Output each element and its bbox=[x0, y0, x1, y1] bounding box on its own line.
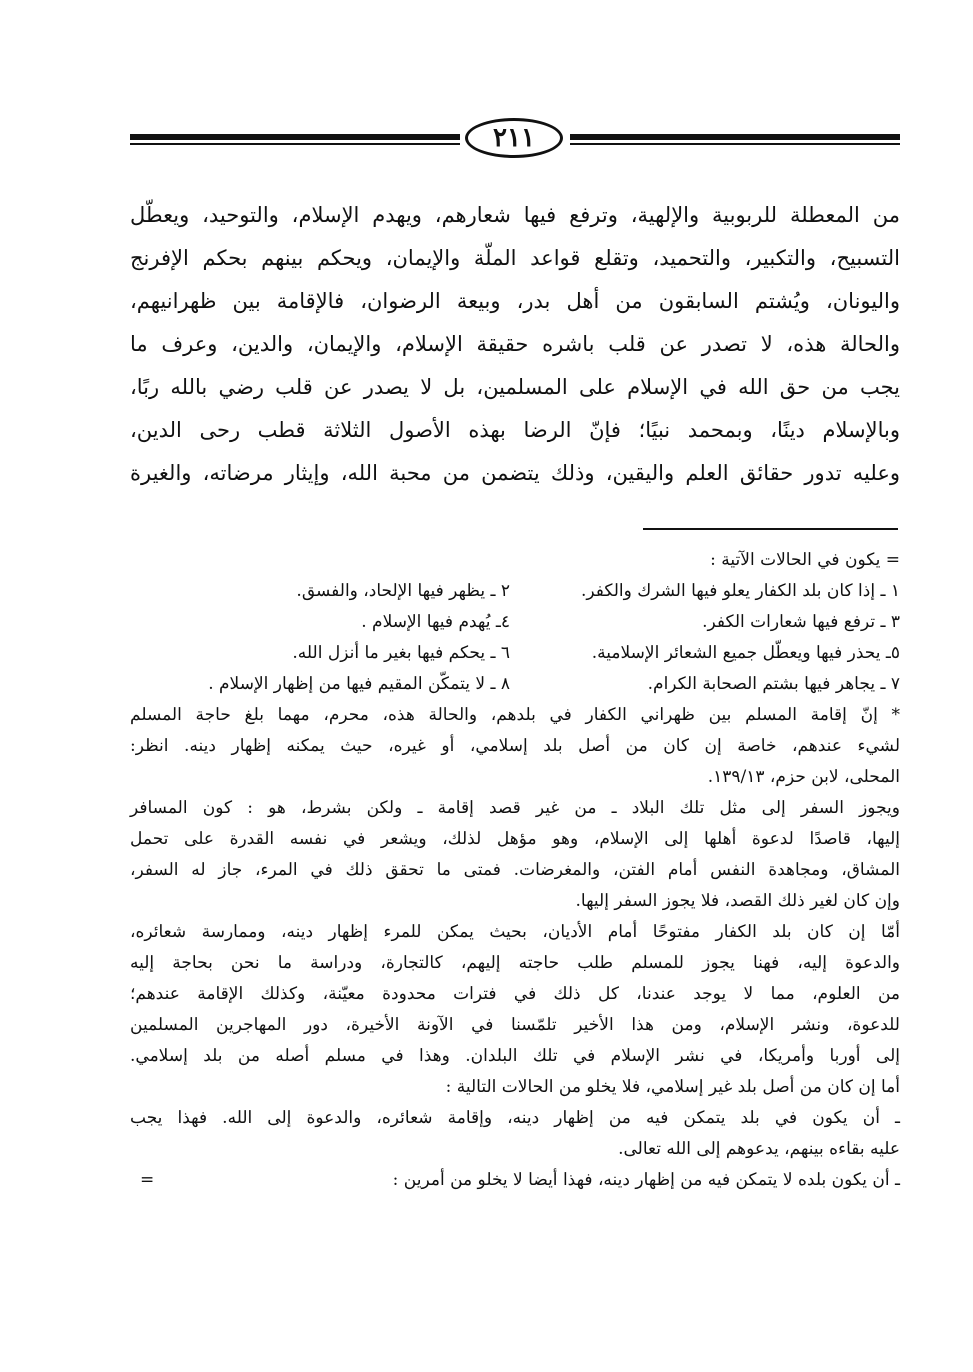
footnote-line: وإن كان لغير ذلك القصد، فلا يجوز السفر إليها. bbox=[575, 891, 900, 911]
page-number: ٢١١ bbox=[465, 118, 563, 158]
footnote-line: من العلوم، مما لا يوجد عندنا، كل ذلك في فترات محدودة معيّنة، وكذلك الإقامة عندهم؛ bbox=[130, 984, 900, 1004]
footnote-separator bbox=[643, 528, 898, 530]
footnote-line: إليها، قاصدًا لدعوة أهلها إلى الإسلام، وهو مؤهل لذلك، ويشعر في نفسه القدرة على تحمل bbox=[130, 829, 900, 849]
main-text bbox=[130, 194, 900, 495]
footnote-line: ـ أن يكون في بلد يتمكن فيه من إظهار دينه، وإقامة شعائره، والدعوة إلى الله. فهذا يجب bbox=[130, 1108, 900, 1128]
footnote-list-row bbox=[130, 638, 900, 669]
main-line: والحالة هذه، لا تصدر عن قلب باشره حقيقة الإسلام، والإيمان، والدين، وعرف ما bbox=[130, 332, 900, 356]
footnote-line: ـ أن يكون بلده لا يتمكن فيه من إظهار دينه، فهذا أيضا لا يخلو من أمرين : bbox=[392, 1170, 900, 1190]
footnote-line: إلى أوربا وأمريكا، في نشر الإسلام في تلك البلدان. وهذا في مسلم أصله من بلد إسلامي. bbox=[130, 1046, 900, 1066]
footnote-list-row bbox=[130, 669, 900, 700]
list-item: ٢ ـ يظهر فيها الإلحاد، والفسق. bbox=[296, 581, 510, 601]
list-item: ٥ـ يحذر فيها ويعطّل جميع الشعائر الإسلامية. bbox=[591, 643, 900, 663]
list-item: ١ ـ إذا كان بلد الكفار يعلو فيها الشرك والكفر. bbox=[580, 581, 900, 601]
footnote-line: * إنّ إقامة المسلم بين ظهراني الكفار في بلدهم، والحالة هذه، محرم، مهما بلغ حاجة المسلم bbox=[130, 705, 900, 725]
footnote-line: عليه بقاءه بينهم، يدعوهم إلى الله تعالى. bbox=[618, 1139, 900, 1159]
footnote-line: ويجوز السفر إلى مثل تلك البلاد ـ من غير قصد إقامة ـ ولكن بشرط، هو : كون المسافر bbox=[130, 798, 900, 818]
footnote-line: والدعوة إليه، فهنا يجوز للمسلم طلب حاجته إليهم، كالتجارة، ودراسة ما نحن بحاجة إليه bbox=[130, 953, 900, 973]
footnote-line: أمّا إن كان بلد الكفار مفتوحًا أمام الأديان، بحيث يمكن للمرء إظهار دينه، وممارسة شعائره، bbox=[130, 922, 900, 942]
footnote-list-row bbox=[130, 576, 900, 607]
list-item: ٤ـ يُهدم فيها الإسلام . bbox=[361, 612, 510, 632]
page-header bbox=[130, 118, 900, 162]
main-line: من المعطلة للربوبية والإلهية، وترفع فيها شعارهم، ويهدم الإسلام، والتوحيد، ويعطّل bbox=[130, 203, 900, 227]
main-line: وعليه تدور حقائق العلم واليقين، وذلك يتضمن من محبة الله، وإيثار مرضاته، والغيرة bbox=[130, 461, 900, 485]
footnote-line: أما إن كان من أصل بلد غير إسلامي، فلا يخلو من الحالات التالية : bbox=[445, 1077, 900, 1097]
list-item: ٧ ـ يجاهر فيها بشتم الصحابة الكرام. bbox=[647, 674, 900, 694]
main-line: وبالإسلام دينًا، وبمحمد نبيًا؛ فإنّ الرضا بهذه الأصول الثلاثة قطب رحى الدين، bbox=[130, 418, 900, 442]
footnote-line: لشيء عندهم، خاصة إن كان من أصل بلد إسلامي، أو غيره، حيث يمكنه إظهار دينه. انظر: bbox=[130, 736, 900, 756]
footnote-line: المحلى، لابن حزم، ١٣٩/١٣. bbox=[707, 767, 900, 787]
footnote-list-row bbox=[130, 607, 900, 638]
main-line: واليونان، ويُشتم السابقون من أهل بدر، وبيعة الرضوان، فالإقامة بين ظهرانيهم، bbox=[130, 289, 900, 313]
footnote-last-row bbox=[130, 1165, 900, 1196]
footnote-line: المشاق، ومجاهدة النفس أمام الفتن، والمغرضات. فمتى ما تحقق ذلك في المرء، جاز له السفر، bbox=[130, 860, 900, 880]
footnotes bbox=[130, 545, 900, 1196]
list-item: ٣ ـ ترفع فيها شعارات الكفر. bbox=[702, 612, 900, 632]
footnote-line: للدعوة، ونشر الإسلام، ومن هذا الأخير تلمّسنا في الآونة الأخيرة، دور المهاجرين المسلمين bbox=[130, 1015, 900, 1035]
footnote-intro: = يكون في الحالات الآتية : bbox=[710, 550, 900, 570]
list-item: ٦ ـ يحكم فيها بغير ما أنزل الله. bbox=[292, 643, 510, 663]
main-line: التسبيح، والتكبير، والتحميد، وتقلع قواعد الملّة والإيمان، ويحكم بينهم بحكم الإفرنج bbox=[130, 246, 900, 270]
continuation-mark: = bbox=[140, 1170, 155, 1190]
list-item: ٨ ـ لا يتمكّن المقيم فيها من إظهار الإسلام . bbox=[208, 674, 510, 694]
main-line: يجب من حق الله في الإسلام على المسلمين، بل لا يصدر عن قلب رضي بالله ربًا، bbox=[130, 375, 900, 399]
